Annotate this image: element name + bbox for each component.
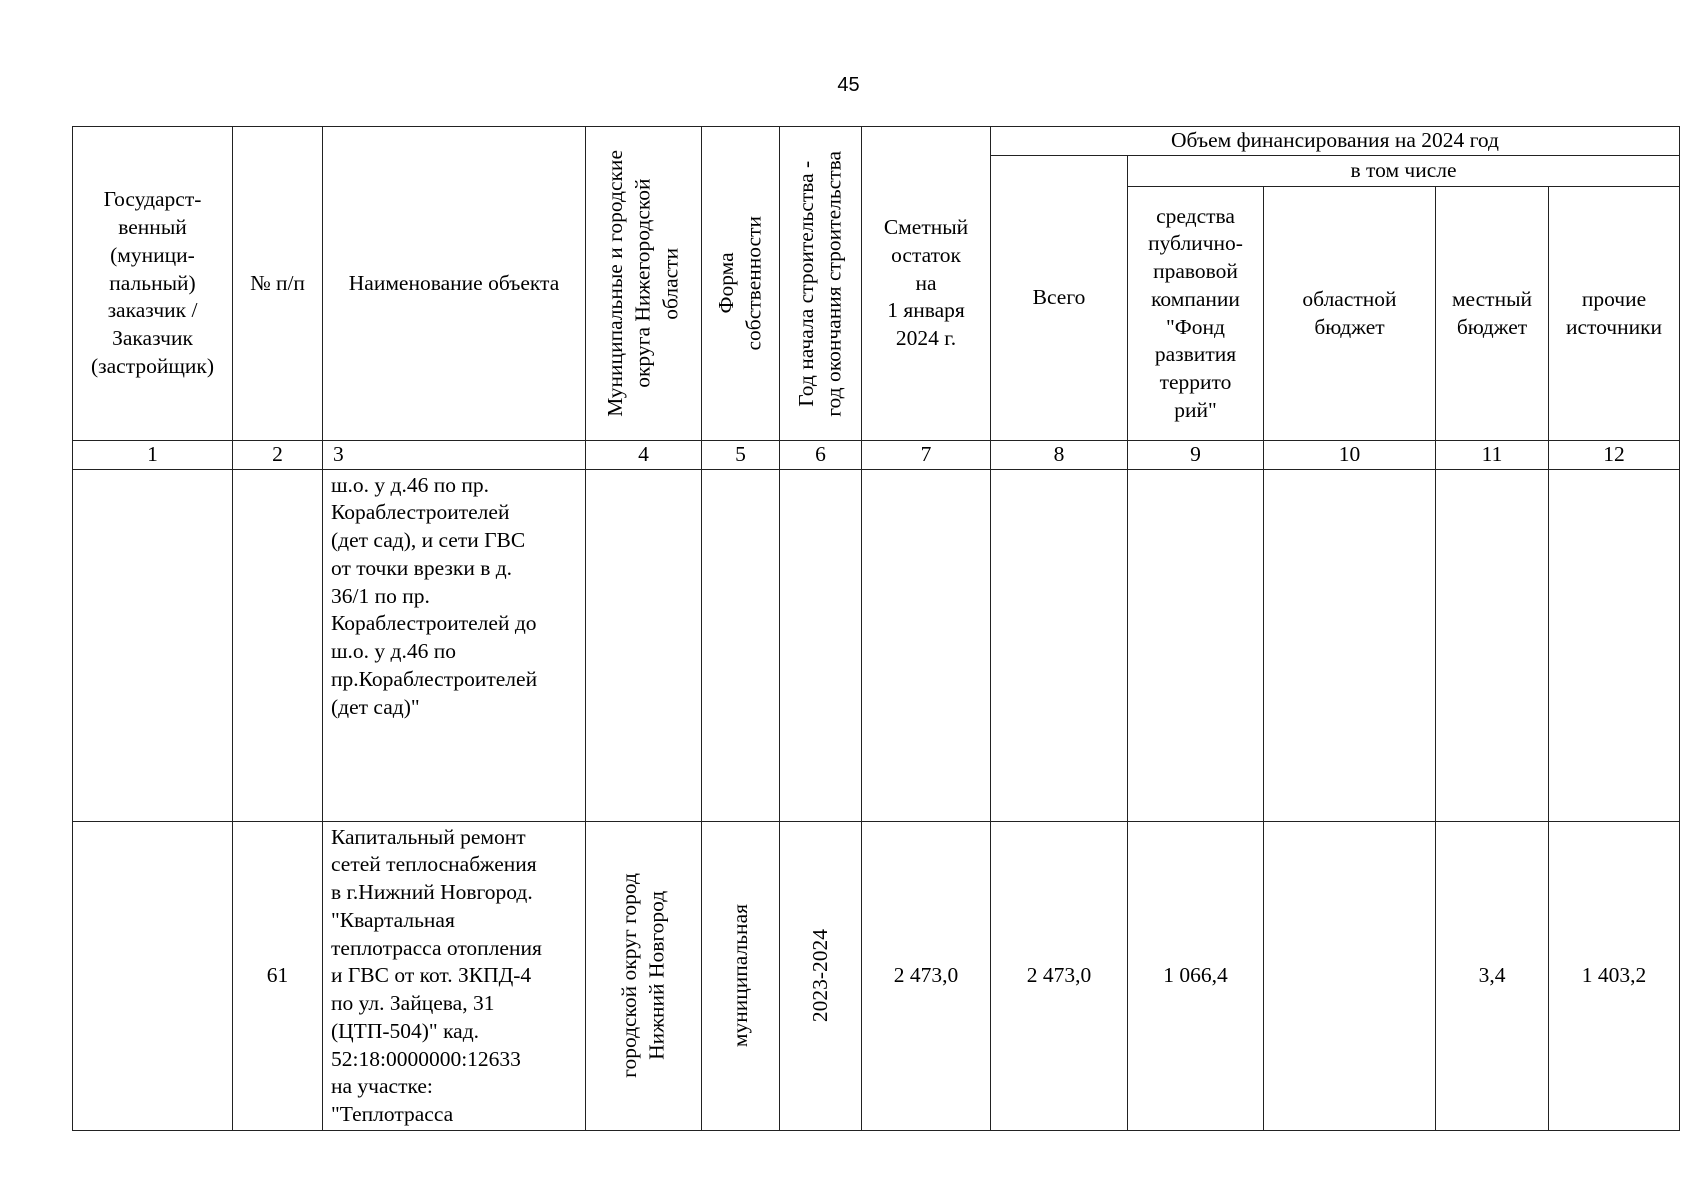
header-years-text: Год начала строительства - год окончания строительства [793,150,846,417]
header-regional: областной бюджет [1264,187,1436,441]
column-number: 12 [1549,441,1680,470]
table-row [73,469,1680,821]
column-number: 7 [862,441,991,470]
column-number: 1 [73,441,233,470]
column-number: 10 [1264,441,1436,470]
cell-other [1549,469,1680,821]
header-district-text: Муниципальные и городские округа Нижегородской области [602,150,683,417]
cell-years [780,469,862,821]
header-object-name: Наименование объекта [323,127,586,441]
cell-local: 3,4 [1436,821,1549,1130]
cell-regional [1264,469,1436,821]
column-number: 9 [1128,441,1264,470]
header-customer: Государст- венный (муници- пальный) заказчик / Заказчик (застройщик) [73,127,233,441]
cell-customer [73,469,233,821]
column-number: 11 [1436,441,1549,470]
cell-total [991,469,1128,821]
header-district [586,127,702,441]
header-number: № п/п [233,127,323,441]
header-ownership-text: Форма собственности [713,216,766,351]
cell-years-text: 2023-2024 [807,929,832,1023]
cell-number: 61 [233,821,323,1130]
header-fund: средства публично- правовой компании "Фонд развития террито рий" [1128,187,1264,441]
cell-object-name: ш.о. у д.46 по пр. Кораблестроителей (дет сад), и сети ГВС от точки врезки в д. 36/1 по пр. Кораблестроителей до ш.о. у д.46 по пр.Кораблестроителей (дет сад)" [323,469,586,821]
financing-table [72,126,1680,1131]
header-local: местный бюджет [1436,187,1549,441]
header-years [780,127,862,441]
header-total: Всего [991,156,1128,441]
column-number: 5 [702,441,780,470]
header-row-1 [73,127,1680,156]
cell-customer [73,821,233,1130]
page-number: 45 [837,74,860,96]
cell-estimate [862,469,991,821]
cell-local [1436,469,1549,821]
column-number: 2 [233,441,323,470]
header-including: в том числе [1128,156,1680,187]
cell-object-name: Капитальный ремонт сетей теплоснабжения в г.Нижний Новгород. "Квартальная теплотрасса отопления и ГВС от кот. ЗКПД-4 по ул. Зайцева, 31 (ЦТП-504)" кад. 52:18:0000000:12633 на участке: "Теплотрасса [323,821,586,1130]
cell-years [780,821,862,1130]
cell-total: 2 473,0 [991,821,1128,1130]
column-number-row [73,441,1680,470]
cell-district-text: городской округ город Нижний Новгород [616,873,669,1079]
cell-district [586,469,702,821]
cell-other: 1 403,2 [1549,821,1680,1130]
column-number: 6 [780,441,862,470]
header-estimate: Сметный остаток на 1 января 2024 г. [862,127,991,441]
column-number: 8 [991,441,1128,470]
header-other: прочие источники [1549,187,1680,441]
cell-district [586,821,702,1130]
cell-estimate: 2 473,0 [862,821,991,1130]
header-ownership [702,127,780,441]
cell-ownership-text: муниципальная [727,904,752,1048]
header-financing: Объем финансирования на 2024 год [991,127,1680,156]
cell-fund: 1 066,4 [1128,821,1264,1130]
cell-regional [1264,821,1436,1130]
cell-number [233,469,323,821]
cell-ownership [702,469,780,821]
cell-ownership [702,821,780,1130]
column-number: 4 [586,441,702,470]
cell-fund [1128,469,1264,821]
column-number: 3 [323,441,586,470]
table-row [73,821,1680,1130]
